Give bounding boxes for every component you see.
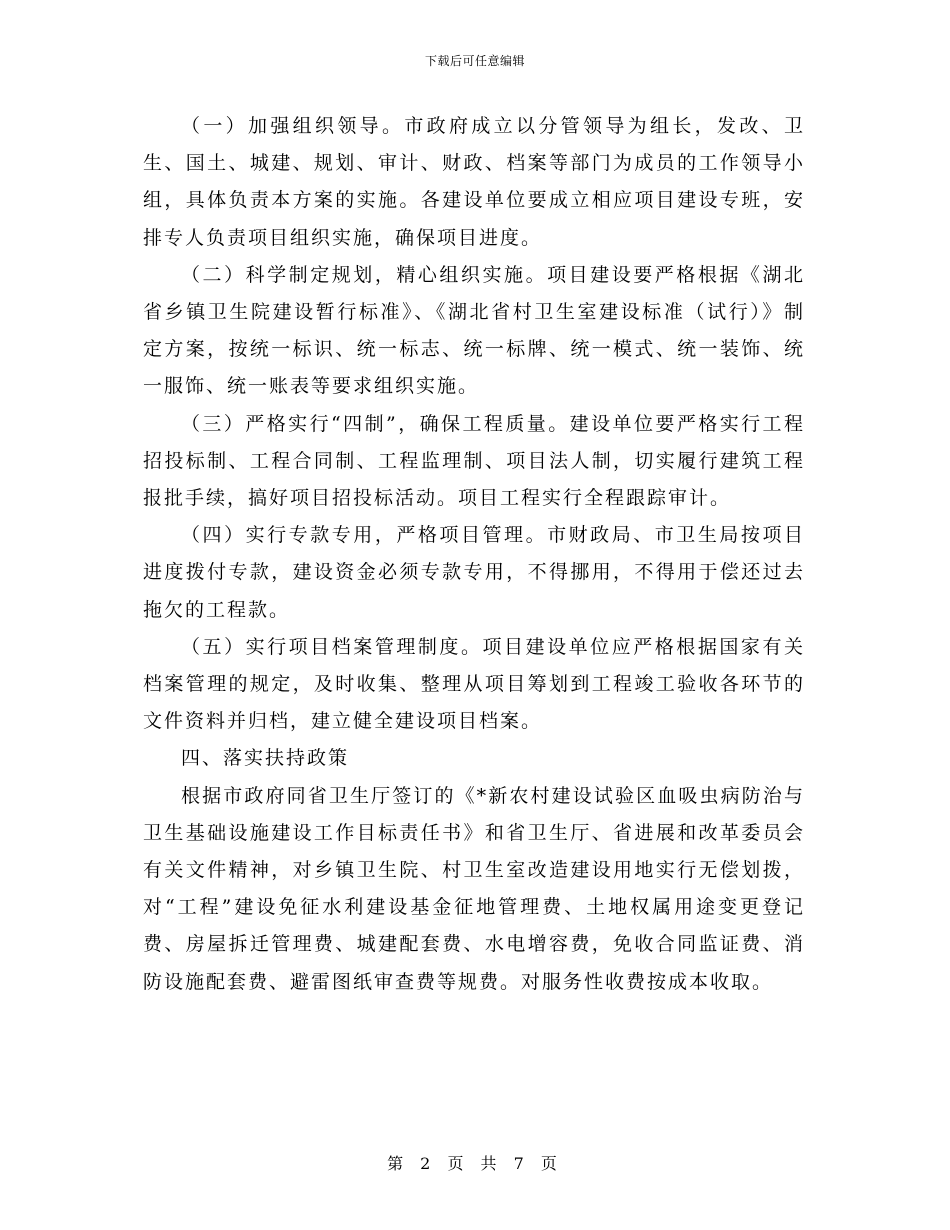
page-header: 下载后可任意编辑 bbox=[424, 54, 525, 68]
paragraph-four-systems: （三）严格实行“四制”，确保工程质量。建设单位要严格实行工程招投标制、工程合同制、工程监理制、项目法人制，切实履行建筑工程报批手续，搞好项目招投标活动。项目工程实行全程跟踪审计。 bbox=[143, 412, 805, 510]
paragraph-organization-leadership: （一）加强组织领导。市政府成立以分管领导为组长，发改、卫生、国土、城建、规划、审计、财政、档案等部门为成员的工作领导小组，具体负责本方案的实施。各建设单位要成立相应项目建设专班，安排专人负责项目组织实施，确保项目进度。 bbox=[143, 115, 805, 249]
paragraph-support-policy: 根据市政府同省卫生厅签订的《*新农村建设试验区血吸虫病防治与卫生基础设施建设工作目标责任书》和省卫生厅、省进展和改革委员会有关文件精神，对乡镇卫生院、村卫生室改造建设用地实行无偿划拨，对“工程”建设免征水利建设基金征地管理费、土地权属用途变更登记费、房屋拆迁管理费、城建配套费、水电增容费，免收合同监证费、消防设施配套费、避雷图纸审查费等规费。对服务性收费按成本收取。 bbox=[143, 784, 805, 993]
paragraph-planning: （二）科学制定规划，精心组织实施。项目建设要严格根据《湖北省乡镇卫生院建设暂行标准》、《湖北省村卫生室建设标准（试行）》制定方案，按统一标识、统一标志、统一标牌、统一模式、统一装饰、统一服饰、统一账表等要求组织实施。 bbox=[143, 263, 805, 398]
page-footer: 第 2 页 共 7 页 bbox=[387, 1154, 563, 1173]
document-body bbox=[143, 108, 805, 1001]
paragraph-special-funds: （四）实行专款专用，严格项目管理。市财政局、市卫生局按项目进度拨付专款，建设资金必须专款专用，不得挪用，不得用于偿还过去拖欠的工程款。 bbox=[143, 524, 805, 621]
section-heading-support-policy: 四、落实扶持政策 bbox=[181, 747, 350, 770]
paragraph-archive-management: （五）实行项目档案管理制度。项目建设单位应严格根据国家有关档案管理的规定，及时收集、整理从项目筹划到工程竣工验收各环节的文件资料并归档，建立健全建设项目档案。 bbox=[143, 635, 805, 733]
